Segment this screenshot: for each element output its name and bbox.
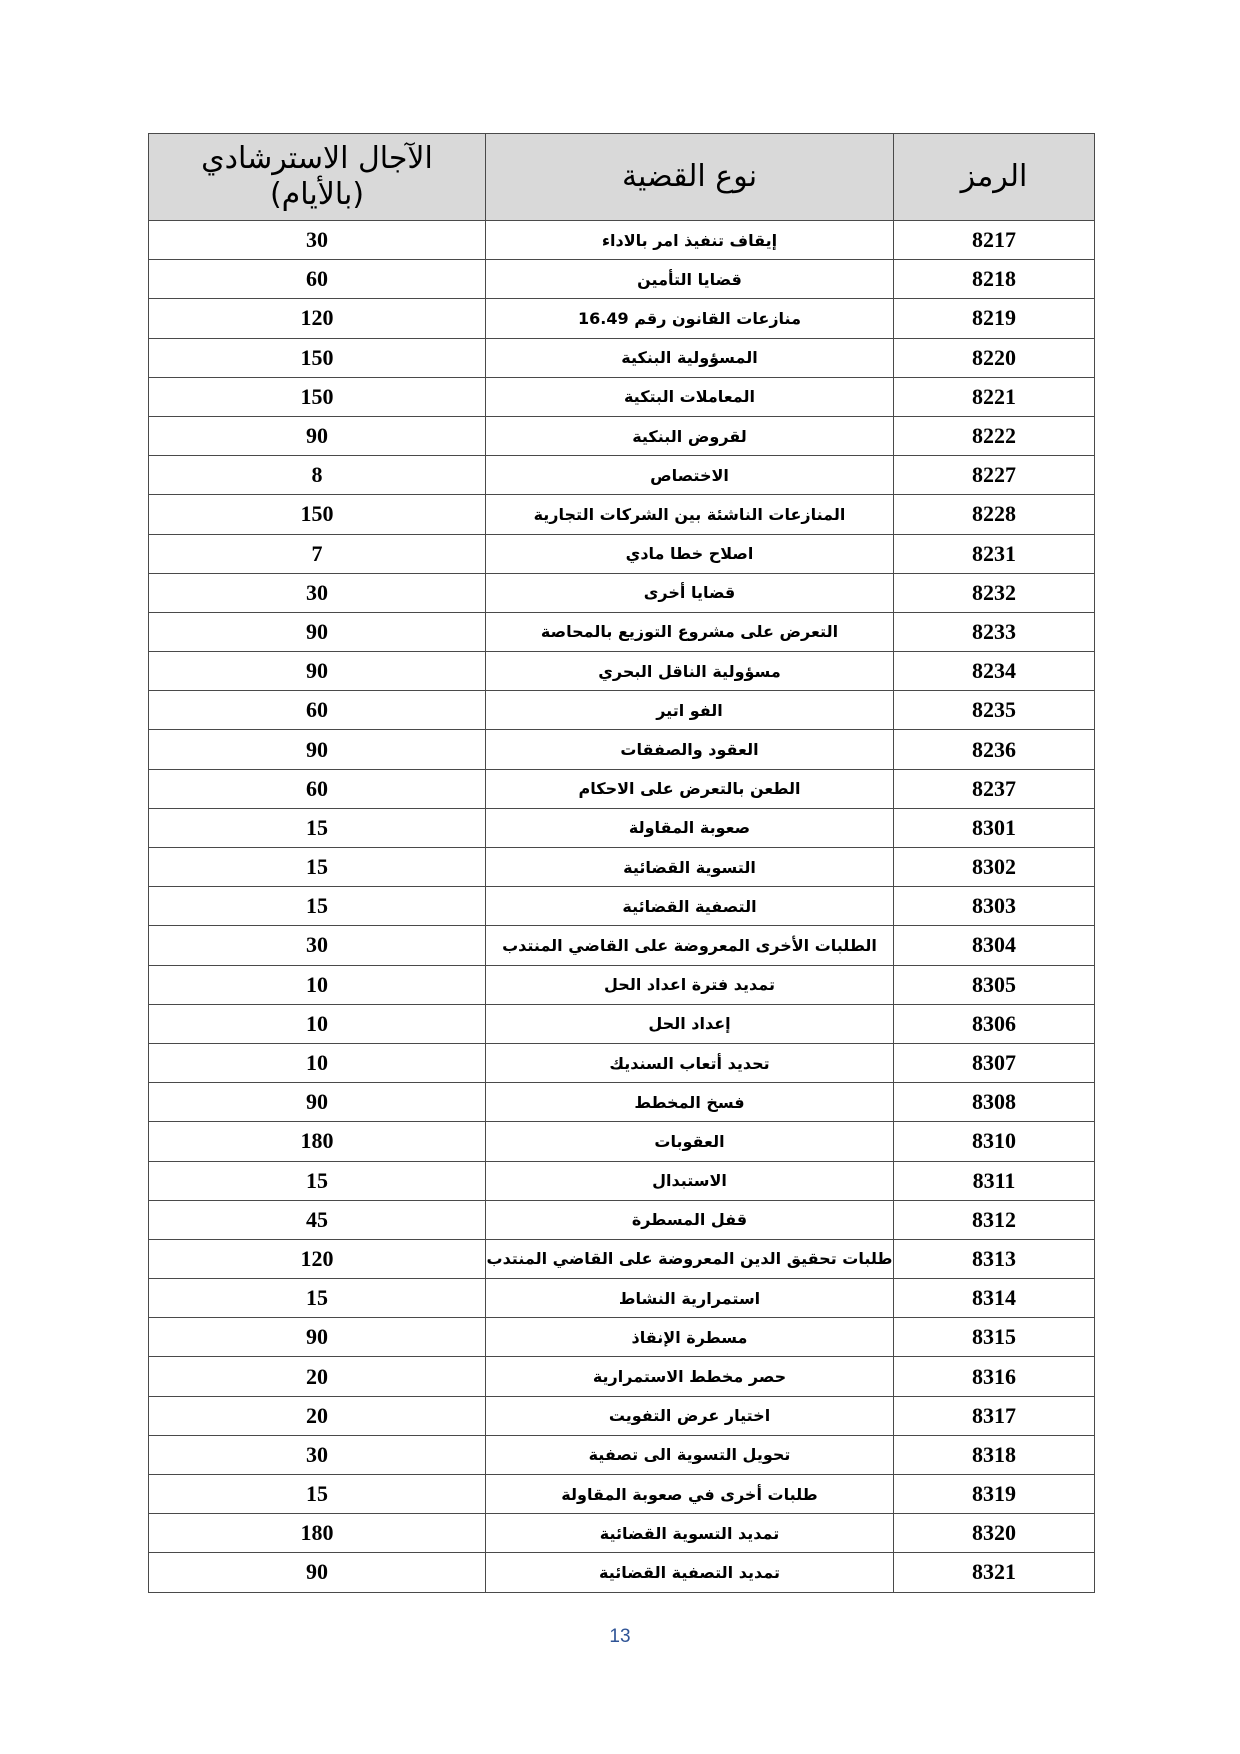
case-type-cell: حصر مخطط الاستمرارية [486,1357,894,1396]
code-cell: 8301 [894,808,1095,847]
case-type-cell: العقوبات [486,1122,894,1161]
header-row [149,134,1095,221]
code-cell: 8313 [894,1239,1095,1278]
table-row [149,1553,1095,1592]
deadline-days-cell: 150 [149,377,486,416]
deadline-days-cell: 15 [149,1161,486,1200]
table-row [149,965,1095,1004]
code-cell: 8307 [894,1043,1095,1082]
header-code: الرمز [894,134,1095,221]
case-type-cell: إعداد الحل [486,1004,894,1043]
deadline-days-cell: 60 [149,691,486,730]
code-cell: 8305 [894,965,1095,1004]
table-row [149,1435,1095,1474]
case-type-cell: تحديد أتعاب السنديك [486,1043,894,1082]
deadline-days-cell: 90 [149,612,486,651]
code-cell: 8303 [894,887,1095,926]
code-cell: 8314 [894,1279,1095,1318]
code-cell: 8231 [894,534,1095,573]
table-row [149,377,1095,416]
case-type-cell: قضايا أخرى [486,573,894,612]
table-row [149,769,1095,808]
table-row [149,495,1095,534]
deadline-days-cell: 90 [149,1083,486,1122]
case-type-cell: استمرارية النشاط [486,1279,894,1318]
deadline-days-cell: 120 [149,1239,486,1278]
table-row [149,1122,1095,1161]
table-row [149,1083,1095,1122]
table-row [149,1004,1095,1043]
code-cell: 8227 [894,456,1095,495]
table-row [149,416,1095,455]
table-row [149,1396,1095,1435]
table-row [149,808,1095,847]
case-type-cell: تحويل التسوية الى تصفية [486,1435,894,1474]
case-type-cell: التعرض على مشروع التوزيع بالمحاصة [486,612,894,651]
code-cell: 8236 [894,730,1095,769]
header-deadline-days: الآجال الاسترشادي (بالأيام) [149,134,486,221]
code-cell: 8304 [894,926,1095,965]
case-type-cell: تمديد التسوية القضائية [486,1514,894,1553]
deadline-days-cell: 150 [149,495,486,534]
table-row [149,1475,1095,1514]
case-type-cell: المسؤولية البنكية [486,338,894,377]
code-cell: 8237 [894,769,1095,808]
case-type-cell: الطلبات الأخرى المعروضة على القاضي المنتدب [486,926,894,965]
deadline-days-cell: 7 [149,534,486,573]
table-row [149,730,1095,769]
code-cell: 8318 [894,1435,1095,1474]
case-type-cell: صعوبة المقاولة [486,808,894,847]
table-row [149,848,1095,887]
code-cell: 8220 [894,338,1095,377]
code-cell: 8320 [894,1514,1095,1553]
code-cell: 8311 [894,1161,1095,1200]
table-row [149,612,1095,651]
code-cell: 8308 [894,1083,1095,1122]
deadline-days-cell: 15 [149,848,486,887]
deadline-days-cell: 30 [149,221,486,260]
code-cell: 8319 [894,1475,1095,1514]
deadline-days-cell: 10 [149,1004,486,1043]
case-type-cell: فسخ المخطط [486,1083,894,1122]
table-row [149,456,1095,495]
table-row [149,1279,1095,1318]
code-cell: 8306 [894,1004,1095,1043]
table-row [149,1043,1095,1082]
deadline-days-cell: 20 [149,1357,486,1396]
deadline-days-cell: 45 [149,1200,486,1239]
table-header [149,134,1095,221]
deadline-days-cell: 90 [149,1318,486,1357]
case-type-cell: الاختصاص [486,456,894,495]
deadline-days-cell: 15 [149,808,486,847]
deadline-days-cell: 60 [149,260,486,299]
code-cell: 8234 [894,652,1095,691]
table-row [149,926,1095,965]
deadline-days-cell: 90 [149,652,486,691]
table-row [149,1161,1095,1200]
code-cell: 8302 [894,848,1095,887]
case-type-cell: الطعن بالتعرض على الاحكام [486,769,894,808]
code-cell: 8315 [894,1318,1095,1357]
deadline-days-cell: 15 [149,1475,486,1514]
deadline-days-cell: 30 [149,573,486,612]
deadline-days-cell: 8 [149,456,486,495]
case-type-cell: اختيار عرض التفويت [486,1396,894,1435]
case-type-cell: تمديد التصفية القضائية [486,1553,894,1592]
case-type-cell: طلبات أخرى في صعوبة المقاولة [486,1475,894,1514]
case-type-cell: قضايا التأمين [486,260,894,299]
case-type-cell: اصلاح خطا مادي [486,534,894,573]
case-type-cell: مسؤولية الناقل البحري [486,652,894,691]
code-cell: 8316 [894,1357,1095,1396]
table-body [149,221,1095,1593]
deadline-days-cell: 180 [149,1514,486,1553]
deadline-days-cell: 10 [149,1043,486,1082]
deadline-days-cell: 15 [149,1279,486,1318]
table-row [149,652,1095,691]
case-type-cell: لقروض البنكية [486,416,894,455]
case-type-cell: طلبات تحقيق الدين المعروضة على القاضي المنتدب [486,1239,894,1278]
table-row [149,338,1095,377]
table-row [149,1200,1095,1239]
deadline-days-cell: 10 [149,965,486,1004]
code-cell: 8228 [894,495,1095,534]
table-row [149,887,1095,926]
page-number: 13 [609,1626,631,1647]
deadline-days-cell: 20 [149,1396,486,1435]
deadline-days-cell: 90 [149,416,486,455]
table-row [149,260,1095,299]
case-deadlines-table [148,133,1095,1593]
case-type-cell: التصفية القضائية [486,887,894,926]
case-type-cell: منازعات القانون رقم 16.49 [486,299,894,338]
code-cell: 8321 [894,1553,1095,1592]
deadline-days-cell: 120 [149,299,486,338]
code-cell: 8232 [894,573,1095,612]
code-cell: 8217 [894,221,1095,260]
deadline-days-cell: 90 [149,730,486,769]
table-row [149,1357,1095,1396]
deadline-days-cell: 90 [149,1553,486,1592]
deadline-days-cell: 150 [149,338,486,377]
code-cell: 8219 [894,299,1095,338]
header-case-type: نوع القضية [486,134,894,221]
table-row [149,1239,1095,1278]
table-row [149,299,1095,338]
case-type-cell: المعاملات البتكية [486,377,894,416]
table-row [149,221,1095,260]
table-row [149,1514,1095,1553]
code-cell: 8312 [894,1200,1095,1239]
deadline-days-cell: 30 [149,1435,486,1474]
deadline-days-cell: 15 [149,887,486,926]
deadline-days-cell: 30 [149,926,486,965]
deadline-days-cell: 180 [149,1122,486,1161]
case-type-cell: المنازعات الناشئة بين الشركات التجارية [486,495,894,534]
table-row [149,1318,1095,1357]
code-cell: 8221 [894,377,1095,416]
case-type-cell: العقود والصفقات [486,730,894,769]
code-cell: 8222 [894,416,1095,455]
case-type-cell: قفل المسطرة [486,1200,894,1239]
code-cell: 8218 [894,260,1095,299]
case-type-cell: الاستبدال [486,1161,894,1200]
case-type-cell: الفو اتير [486,691,894,730]
table-row [149,534,1095,573]
case-type-cell: إيقاف تنفيذ امر بالاداء [486,221,894,260]
case-type-cell: التسوية القضائية [486,848,894,887]
table-row [149,573,1095,612]
code-cell: 8317 [894,1396,1095,1435]
code-cell: 8235 [894,691,1095,730]
table-row [149,691,1095,730]
case-type-cell: تمديد فترة اعداد الحل [486,965,894,1004]
code-cell: 8233 [894,612,1095,651]
deadline-days-cell: 60 [149,769,486,808]
code-cell: 8310 [894,1122,1095,1161]
case-type-cell: مسطرة الإنقاذ [486,1318,894,1357]
